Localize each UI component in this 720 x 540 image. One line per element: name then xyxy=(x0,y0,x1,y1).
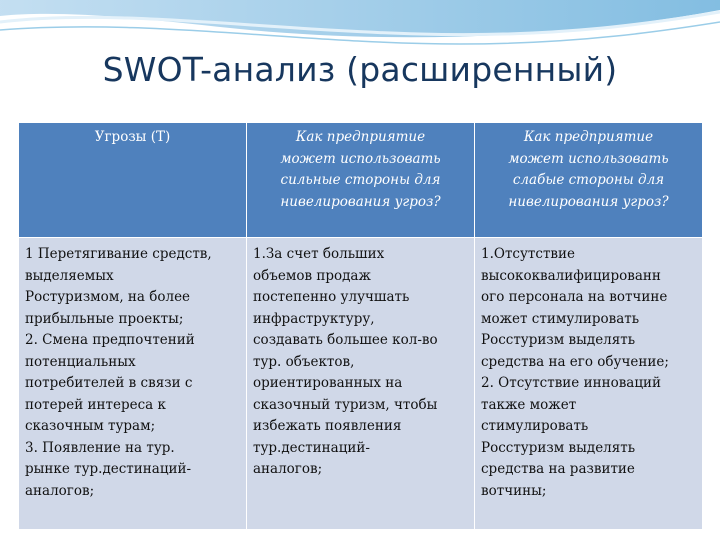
cell-line: 1.Отсутствие xyxy=(481,246,576,262)
cell-line: аналогов; xyxy=(253,461,323,477)
cell-line: постепенно улучшать xyxy=(253,289,410,305)
cell-line: вотчины; xyxy=(481,482,547,499)
header-line: сильные стороны для xyxy=(280,172,441,188)
cell-line: 3. Появление на тур. xyxy=(25,439,175,456)
cell-line: также может xyxy=(481,396,577,413)
header-line: слабые стороны для xyxy=(512,172,665,188)
cell-line: тур. объектов, xyxy=(253,353,355,370)
cell-weaknesses xyxy=(475,238,703,530)
cell-line: Ростуризмом, на более xyxy=(25,289,191,305)
cell-line: потребителей в связи с xyxy=(25,375,193,391)
cell-line: объемов продаж xyxy=(253,267,371,284)
cell-line: может стимулировать xyxy=(481,310,640,327)
cell-line: инфраструктуру, xyxy=(253,310,375,327)
cell-line: средства на развитие xyxy=(481,461,635,477)
cell-line: сказочный туризм, чтобы xyxy=(253,396,438,413)
cell-line: аналогов; xyxy=(25,482,95,499)
cell-line: выделяемых xyxy=(25,267,114,284)
header-cell-use-strengths xyxy=(247,123,475,238)
header-line: нивелирования угроз? xyxy=(280,193,441,210)
header-line: может использовать xyxy=(508,150,669,167)
cell-line: 2. Отсутствие инноваций xyxy=(481,375,662,391)
cell-line: 2. Смена предпочтений xyxy=(25,332,195,348)
header-cell-use-weaknesses xyxy=(475,123,703,238)
cell-line: прибыльные проекты; xyxy=(25,310,184,327)
cell-line: Росстуризм выделять xyxy=(481,439,636,456)
table-row xyxy=(19,238,703,530)
cell-line: сказочным турам; xyxy=(25,418,156,434)
cell-line: 1 Перетягивание средств, xyxy=(25,246,212,262)
header-line: Как предприятие xyxy=(523,129,654,145)
cell-strengths xyxy=(247,238,475,530)
cell-line: высококвалифицированн xyxy=(481,267,661,284)
header-line: Угрозы (Т) xyxy=(94,129,171,145)
cell-line: избежать появления xyxy=(253,418,402,434)
header-line: Как предприятие xyxy=(295,129,426,145)
cell-line: ориентированных на xyxy=(253,375,403,391)
cell-line: потенциальных xyxy=(25,353,136,370)
swot-table xyxy=(18,122,703,530)
cell-line: Росстуризм выделять xyxy=(481,332,636,348)
cell-line: ого персонала на вотчине xyxy=(481,289,668,305)
table-header-row xyxy=(19,123,703,238)
cell-line: создавать большее кол-во xyxy=(253,332,438,348)
cell-line: 1.За счет больших xyxy=(253,246,385,262)
page-title: SWOT-анализ (расширенный) xyxy=(102,50,618,89)
cell-line: средства на его обучение; xyxy=(481,353,669,370)
cell-threats xyxy=(19,238,247,530)
cell-line: тур.дестинаций- xyxy=(253,439,370,456)
header-line: нивелирования угроз? xyxy=(508,193,669,210)
cell-line: потерей интереса к xyxy=(25,396,166,413)
cell-line: рынке тур.дестинаций- xyxy=(25,461,192,477)
header-line: может использовать xyxy=(280,150,441,167)
header-cell-threats xyxy=(19,123,247,238)
cell-line: стимулировать xyxy=(481,418,589,434)
